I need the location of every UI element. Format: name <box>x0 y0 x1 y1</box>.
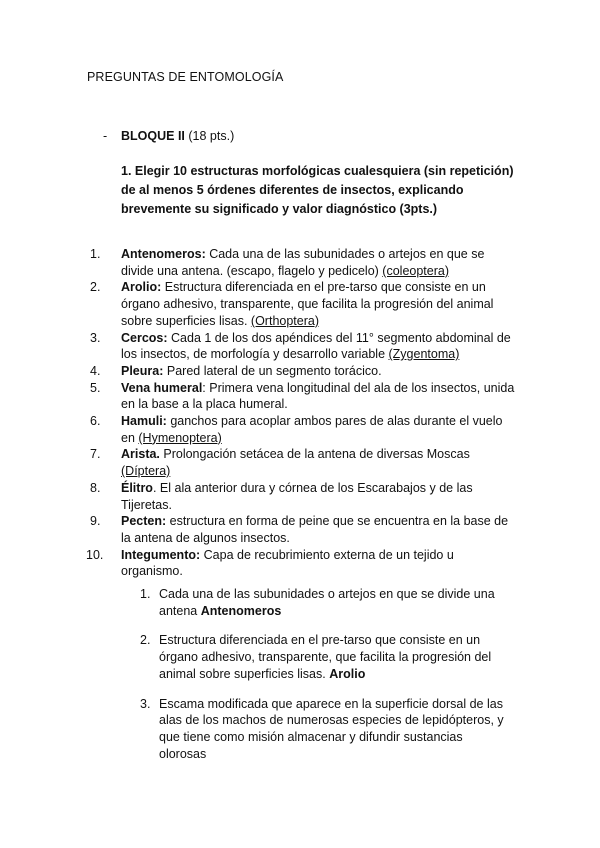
item-text: Estructura diferenciada en el pre-tarso que consiste en un órgano adhesivo, transparente, que facilita la progresión del animal sobre superficies lisas. <box>121 280 494 328</box>
list-item <box>0 413 516 446</box>
item-text: Prolongación setácea de la antena de diversas Moscas <box>159 447 470 462</box>
item-term: Antenomeros: <box>121 247 206 261</box>
item-number: 9. <box>90 514 101 529</box>
item-number: 8. <box>90 480 101 495</box>
question-text: 1. Elegir 10 estructuras morfológicas cualesquiera (sin repetición) de al menos 5 órdenes diferentes de insectos, explicando brevemente su significado y valor diagnóstico (3pts.) <box>121 164 514 216</box>
item-text: Cada una de las subunidades o artejos en que se divide una antena <box>159 587 495 618</box>
item-number: 7. <box>90 447 101 462</box>
item-number: 2. <box>90 280 101 295</box>
item-order: (coleoptera) <box>382 263 449 278</box>
item-number: 1. <box>140 587 151 601</box>
section-points: (18 pts.) <box>188 129 235 143</box>
item-number: 3. <box>90 330 101 345</box>
list-item <box>0 246 516 279</box>
item-text: Cada una de las subunidades o artejos en que se divide una antena. (escapo, flagelo y pedicelo) <box>121 247 485 278</box>
item-order: (Díptera) <box>121 464 171 479</box>
item-number: 4. <box>90 363 101 378</box>
item-text: Capa de recubrimiento externa de un tejido u organismo. <box>121 547 454 579</box>
item-term: Pecten: <box>121 514 167 529</box>
list-item <box>0 330 516 363</box>
item-term: Antenomeros <box>200 603 282 618</box>
item-text: Escama modificada que aparece en la superficie dorsal de las alas de los machos de numerosas especies de lepidópteros, y que tiene como misión almacenar y difundir sustancias olorosas <box>159 696 504 761</box>
item-term: Arolio: <box>121 280 162 295</box>
item-text: Estructura diferenciada en el pre-tarso que consiste en un órgano adhesivo, transparente, que facilita la progresión del animal sobre superficies lisas. <box>159 633 492 681</box>
item-term: Arista. <box>121 447 160 462</box>
list-item <box>0 696 511 763</box>
item-number: 6. <box>90 414 101 429</box>
item-text: estructura en forma de peine que se encuentra en la base de la antena de algunos insectos. <box>121 514 509 545</box>
item-term: Integumento: <box>121 547 201 562</box>
item-order: (Orthoptera) <box>250 313 320 328</box>
item-number: 2. <box>140 633 151 648</box>
item-number: 10. <box>86 547 104 562</box>
item-number: 5. <box>90 380 101 395</box>
item-term: Vena humeral <box>121 380 203 395</box>
item-number: 3. <box>140 696 151 711</box>
item-text: . El ala anterior dura y córnea de los Escarabajos y de las Tijeretas. <box>121 480 473 512</box>
section-heading <box>103 129 234 143</box>
list-item <box>0 513 516 546</box>
list-item <box>0 446 516 479</box>
item-text: : Primera vena longitudinal del ala de los insectos, unida en la base a la placa humeral. <box>121 380 515 412</box>
item-order: (Hymenoptera) <box>138 430 222 445</box>
item-term: Arolio <box>329 666 366 681</box>
document-title: PREGUNTAS DE ENTOMOLOGÍA <box>87 70 284 84</box>
item-order: (Zygentoma) <box>388 347 460 362</box>
list-item <box>0 380 516 413</box>
list-item <box>0 547 516 580</box>
item-number: 1. <box>90 247 101 261</box>
list-item <box>0 480 516 513</box>
list-item <box>0 586 511 619</box>
definitions-list <box>0 246 600 580</box>
list-item <box>0 632 511 682</box>
answers-list <box>0 586 600 775</box>
item-text: ganchos para acoplar ambos pares de alas durante el vuelo en <box>121 414 503 445</box>
item-text: Cada 1 de los dos apéndices del 11° segmento abdominal de los insectos, de morfología y desarrollo variable <box>121 330 511 362</box>
item-term: Hamuli: <box>121 414 167 429</box>
list-item <box>0 363 516 380</box>
list-item <box>0 279 516 329</box>
section-label: BLOQUE II <box>121 129 185 143</box>
item-text: Pared lateral de un segmento torácico. <box>163 363 382 378</box>
item-term: Cercos: <box>121 330 168 345</box>
bullet-dash: - <box>103 129 108 143</box>
item-term: Pleura: <box>121 363 164 378</box>
item-term: Élitro <box>121 480 153 495</box>
